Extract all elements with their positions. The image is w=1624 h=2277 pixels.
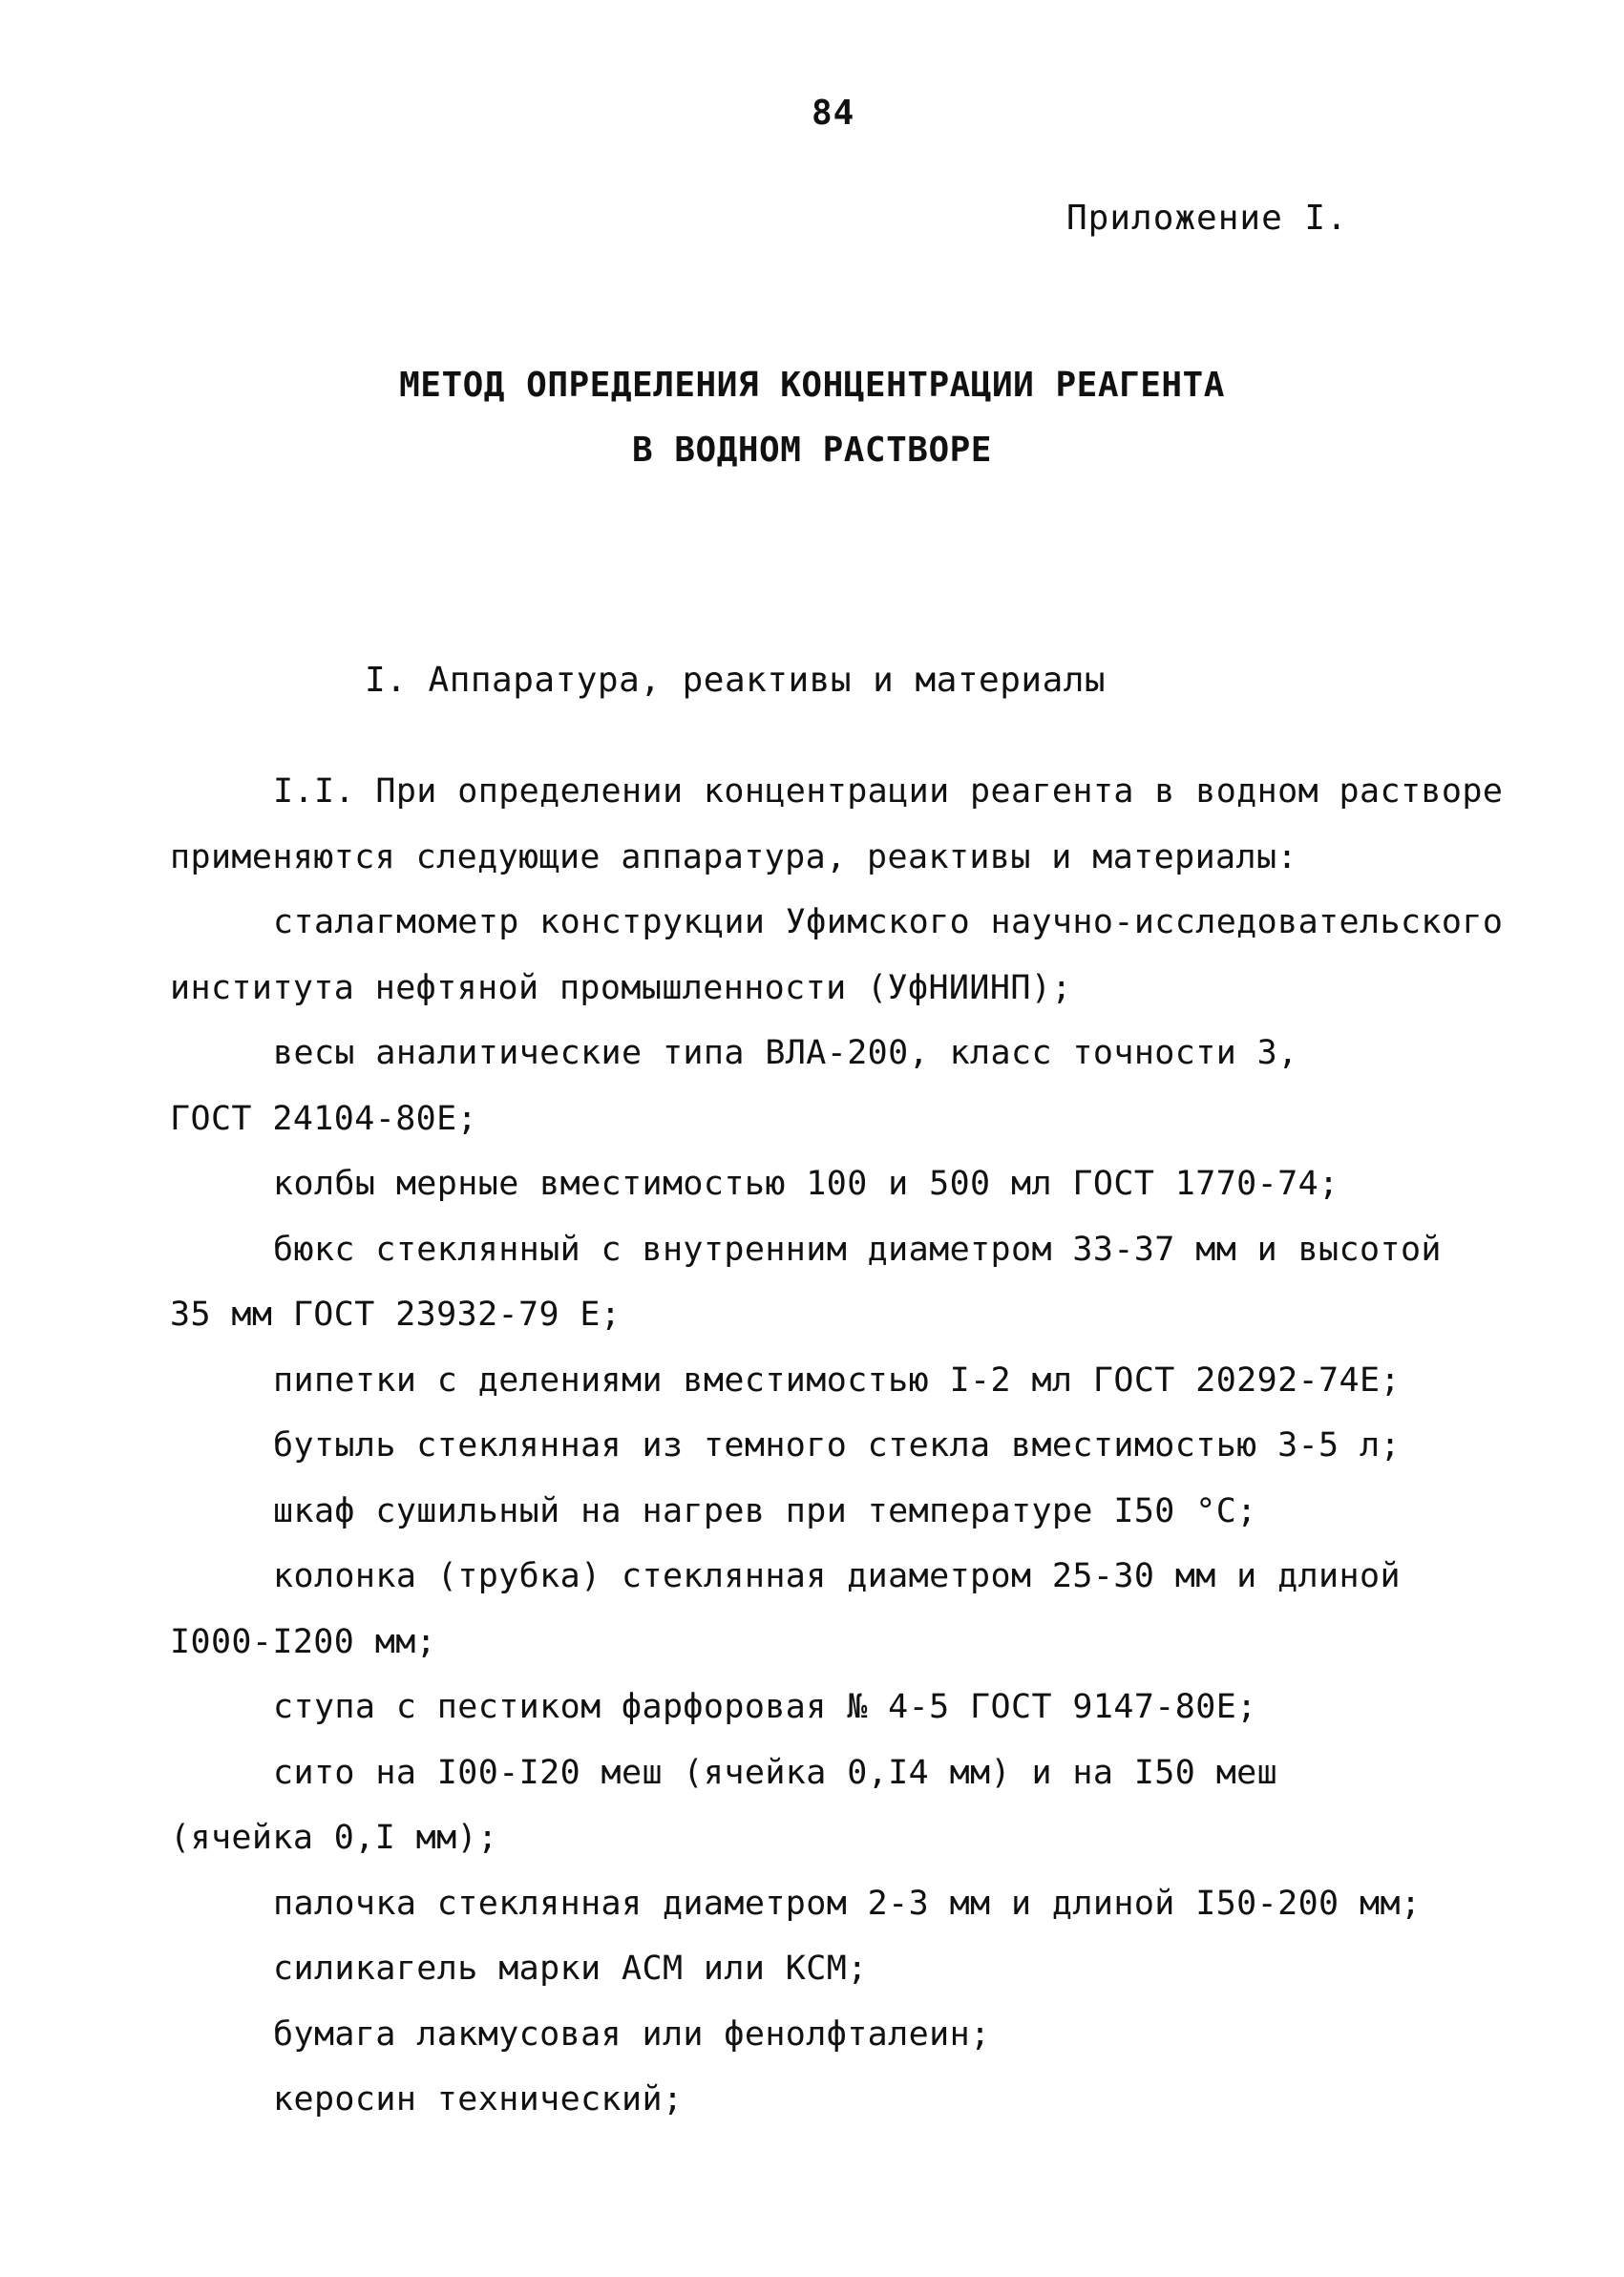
body-line: палочка стеклянная диаметром 2-3 мм и длиной I50-200 мм; [273, 1884, 1422, 1923]
body-line: силикагель марки АСМ или КСМ; [273, 1950, 868, 1988]
body-line: керосин технический; [273, 2080, 684, 2119]
title-line-1: МЕТОД ОПРЕДЕЛЕНИЯ КОНЦЕНТРАЦИИ РЕАГЕНТА [399, 366, 1225, 405]
body-line: бюкс стеклянный с внутренним диаметром 33-37 мм и высотой [273, 1230, 1442, 1269]
body-line: колонка (трубка) стеклянная диаметром 25-30 мм и длиной [273, 1557, 1401, 1595]
body-line: ступа с пестиком фарфоровая № 4-5 ГОСТ 9147-80Е; [273, 1688, 1257, 1726]
body-line: (ячейка 0,I мм); [170, 1819, 498, 1857]
body-line: шкаф сушильный на нагрев при температуре I50 °С; [273, 1491, 1257, 1530]
body-line: применяются следующие аппаратура, реактивы и материалы: [170, 837, 1297, 876]
body-line: пипетки с делениями вместимостью I-2 мл ГОСТ 20292-74Е; [273, 1360, 1401, 1400]
body-line: бумага лакмусовая или фенолфталеин; [273, 2014, 991, 2054]
body-text [170, 759, 1504, 2133]
body-line: бутыль стеклянная из темного стекла вместимостью 3-5 л; [273, 1426, 1401, 1465]
section-heading: I. Аппаратура, реактивы и материалы [365, 661, 1107, 700]
body-line: весы аналитические типа ВЛА-200, класс точности 3, [273, 1034, 1298, 1072]
body-line: ГОСТ 24104-80Е; [170, 1099, 478, 1138]
body-line: сталагмометр конструкции Уфимского научно-исследовательского [273, 903, 1504, 941]
body-line: колбы мерные вместимостью 100 и 500 мл ГОСТ 1770-74; [273, 1165, 1339, 1203]
title-line-2: В ВОДНОМ РАСТВОРЕ [632, 431, 992, 470]
body-line: сито на I00-I20 меш (ячейка 0,I4 мм) и на I50 меш [273, 1753, 1278, 1792]
body-line: 35 мм ГОСТ 23932-79 Е; [170, 1296, 622, 1334]
document-title [0, 353, 1624, 483]
body-line: института нефтяной промышленности (УфНИИНП); [170, 968, 1072, 1007]
appendix-label: Приложение I. [1066, 199, 1348, 238]
body-line: I.I. При определении концентрации реагента в водном растворе [273, 772, 1504, 811]
page-number: 84 [812, 94, 855, 133]
body-line: I000-I200 мм; [170, 1622, 437, 1661]
